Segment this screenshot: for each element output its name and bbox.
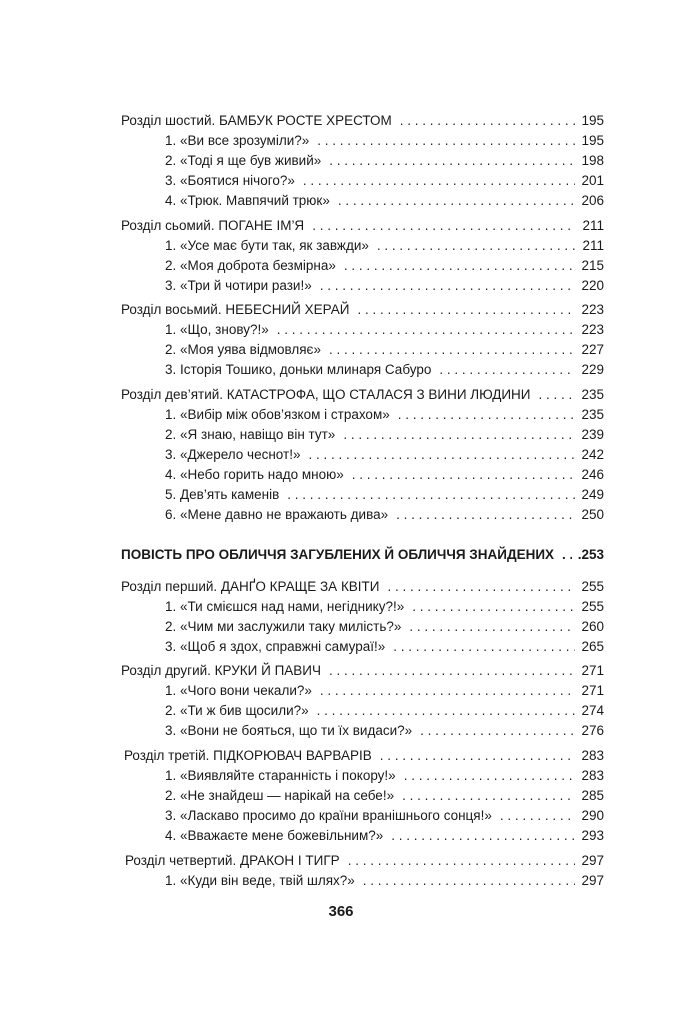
toc-title: 5. Дев’ять каменів — [165, 487, 280, 502]
toc-subsection — [165, 681, 604, 701]
toc-title: 2. «Чим ми заслужили таку милість?» — [165, 619, 402, 634]
toc-subsection — [165, 485, 604, 505]
toc-page-number: 223 — [581, 302, 604, 317]
toc-title: 1. «Усе має бути так, як завжди» — [165, 238, 369, 253]
toc-title: 4. «Трюк. Мавпячий трюк» — [165, 193, 330, 208]
toc-title: 1. «Виявляйте старанність і покору!» — [165, 768, 396, 783]
dot-leader — [312, 216, 576, 236]
dot-leader — [329, 661, 575, 681]
dot-leader — [539, 385, 576, 405]
toc-subsection — [165, 320, 604, 340]
toc-page-number: 249 — [581, 487, 604, 502]
dot-leader — [308, 445, 575, 465]
toc-title: 2. «Моя уява відмовляє» — [165, 342, 321, 357]
toc-title: 1. «Що, знову?!» — [165, 322, 269, 337]
dot-leader — [317, 701, 576, 721]
toc-title: 2. «Не знайдеш — нарікай на себе!» — [165, 788, 395, 803]
toc-subsection — [165, 151, 604, 171]
toc-subsection — [165, 505, 604, 525]
toc-subsection — [165, 465, 604, 485]
dot-leader — [404, 766, 576, 786]
dot-leader — [287, 485, 575, 505]
dot-leader — [500, 806, 576, 826]
toc-title: Розділ четвертий. ДРАКОН І ТИГР — [125, 853, 340, 868]
dot-leader — [393, 637, 575, 657]
dot-leader — [396, 505, 575, 525]
toc-page-number: 211 — [582, 218, 604, 233]
toc-title: Розділ сьомий. ПОГАНЕ ІМ’Я — [121, 218, 305, 233]
toc-subsection — [165, 721, 604, 741]
toc-title: 3. «Три й чотири рази!» — [165, 278, 312, 293]
toc-page-number: 271 — [581, 663, 604, 678]
toc-title: 4. «Вважаєте мене божевільним?» — [165, 828, 384, 843]
toc-subsection — [165, 597, 604, 617]
toc-subsection — [165, 171, 604, 191]
toc-page-number: 195 — [581, 133, 604, 148]
toc-subsection — [165, 786, 604, 806]
toc-page-number: 293 — [581, 828, 604, 843]
dot-leader — [420, 721, 575, 741]
toc-page-number: 250 — [581, 507, 604, 522]
dot-leader — [343, 425, 575, 445]
toc-page-number: 239 — [581, 427, 604, 442]
toc-title: 6. «Мене давно не вражають дива» — [165, 507, 389, 522]
toc-title: 3. «Ласкаво просимо до країни вранішнього сонця!» — [165, 808, 492, 823]
toc-title: 4. «Небо горить надо мною» — [165, 467, 344, 482]
toc-subsection — [165, 340, 604, 360]
toc-subsection — [165, 276, 604, 296]
toc-subsection — [165, 637, 604, 657]
dot-leader — [277, 320, 576, 340]
toc-subsection — [165, 360, 604, 380]
toc-subsection — [165, 445, 604, 465]
toc-page-number: 211 — [582, 238, 604, 253]
toc-chapter — [121, 111, 604, 131]
toc-page-number: .253 — [577, 547, 604, 562]
dot-leader — [562, 545, 572, 565]
toc-page-number: 198 — [581, 153, 604, 168]
dot-leader — [344, 256, 576, 276]
toc-page-number: 235 — [581, 407, 604, 422]
dot-leader — [412, 597, 575, 617]
toc-chapter — [124, 746, 604, 766]
dot-leader — [402, 786, 575, 806]
toc-title: 1. «Чого вони чекали?» — [165, 683, 312, 698]
dot-leader — [338, 191, 576, 211]
toc-title: 1. «Ви все зрозуміли?» — [165, 133, 310, 148]
dot-leader — [320, 276, 576, 296]
dot-leader — [303, 171, 576, 191]
toc-title: Розділ другий. КРУКИ Й ПАВИЧ — [121, 663, 321, 678]
toc-page-number: 242 — [581, 447, 604, 462]
toc-subsection — [165, 191, 604, 211]
toc-page-number: 255 — [581, 599, 604, 614]
toc-chapter — [121, 216, 604, 236]
toc-page-number: 265 — [581, 639, 604, 654]
toc-title: 3. «Вони не бояться, що ти їх видаси?» — [165, 723, 413, 738]
toc-page-number: 283 — [581, 748, 604, 763]
toc-page-number: 260 — [581, 619, 604, 634]
dot-leader — [380, 746, 576, 766]
dot-leader — [377, 236, 577, 256]
toc-title: 1. «Куди він веде, твій шлях?» — [165, 873, 355, 888]
toc-title: 2. «Тоді я ще був живий» — [165, 153, 322, 168]
toc-title: 3. Історія Тошико, доньки млинаря Сабуро — [165, 362, 432, 377]
toc-page-number: 290 — [581, 808, 604, 823]
dot-leader — [409, 617, 575, 637]
toc-page-number: 246 — [581, 467, 604, 482]
toc-page-number: 297 — [581, 853, 604, 868]
toc-page-number: 274 — [581, 703, 604, 718]
toc-title: 3. «Джерело чеснот!» — [165, 447, 301, 462]
toc-title: Розділ восьмий. НЕБЕСНИЙ ХЕРАЙ — [121, 302, 350, 317]
dot-leader — [388, 577, 576, 597]
dot-leader — [329, 151, 575, 171]
dot-leader — [317, 131, 575, 151]
toc-page-number: 271 — [581, 683, 604, 698]
toc-subsection — [165, 131, 604, 151]
toc-page-number: 206 — [581, 193, 604, 208]
toc-subsection — [165, 236, 604, 256]
dot-leader — [357, 300, 575, 320]
toc-page-number: 285 — [581, 788, 604, 803]
toc-page-number: 297 — [581, 873, 604, 888]
toc-page-number: 220 — [581, 278, 604, 293]
dot-leader — [391, 826, 575, 846]
toc-page-number: 235 — [581, 387, 604, 402]
dot-leader — [400, 111, 576, 131]
toc-subsection — [165, 405, 604, 425]
toc-title: 3. «Щоб я здох, справжні самураї!» — [165, 639, 386, 654]
toc-page-number: 223 — [581, 322, 604, 337]
dot-leader — [363, 871, 576, 891]
toc-title: 1. «Вибір між обов’язком і страхом» — [165, 407, 390, 422]
toc-subsection — [165, 701, 604, 721]
toc-title: 3. «Боятися нічого?» — [165, 173, 295, 188]
page-number: 366 — [328, 903, 354, 920]
dot-leader — [398, 405, 576, 425]
dot-leader — [329, 340, 576, 360]
toc-subsection — [165, 871, 604, 891]
toc-chapter — [121, 300, 604, 320]
toc-title: Розділ дев’ятий. КАТАСТРОФА, ЩО СТАЛАСЯ З ВИНИ ЛЮДИНИ — [121, 387, 531, 402]
toc-part-heading — [121, 545, 604, 565]
toc-page-number: 195 — [581, 113, 604, 128]
toc-page-number: 276 — [581, 723, 604, 738]
toc-chapter — [121, 577, 604, 597]
toc-subsection — [165, 617, 604, 637]
toc-subsection — [165, 826, 604, 846]
toc-page-number: 229 — [581, 362, 604, 377]
toc-title: 2. «Ти ж бив щосили?» — [165, 703, 309, 718]
toc-chapter — [121, 661, 604, 681]
toc-title: 2. «Моя доброта безмірна» — [165, 258, 336, 273]
toc-page-number: 215 — [581, 258, 604, 273]
dot-leader — [348, 851, 576, 871]
toc-title: Розділ перший. ДАНҐО КРАЩЕ ЗА КВІТИ — [121, 579, 380, 594]
dot-leader — [439, 360, 575, 380]
dot-leader — [352, 465, 576, 485]
toc-subsection — [165, 425, 604, 445]
toc-subsection — [165, 766, 604, 786]
toc-page-number: 201 — [581, 173, 604, 188]
toc-page-number: 255 — [581, 579, 604, 594]
toc-subsection — [165, 256, 604, 276]
toc-title: Розділ третій. ПІДКОРЮВАЧ ВАРВАРІВ — [124, 748, 372, 763]
toc-page-number: 227 — [581, 342, 604, 357]
toc-title: 2. «Я знаю, навіщо він тут» — [165, 427, 336, 442]
toc-title: ПОВІСТЬ ПРО ОБЛИЧЧЯ ЗАГУБЛЕНИХ Й ОБЛИЧЧЯ ЗНАЙДЕНИХ — [121, 547, 555, 562]
toc-page-number: 283 — [581, 768, 604, 783]
toc-chapter — [121, 385, 604, 405]
toc-title: 1. «Ти смієшся над нами, негіднику?!» — [165, 599, 405, 614]
dot-leader — [320, 681, 576, 701]
toc-chapter — [125, 851, 604, 871]
toc-subsection — [165, 806, 604, 826]
toc-title: Розділ шостий. БАМБУК РОСТЕ ХРЕСТОМ — [121, 113, 392, 128]
